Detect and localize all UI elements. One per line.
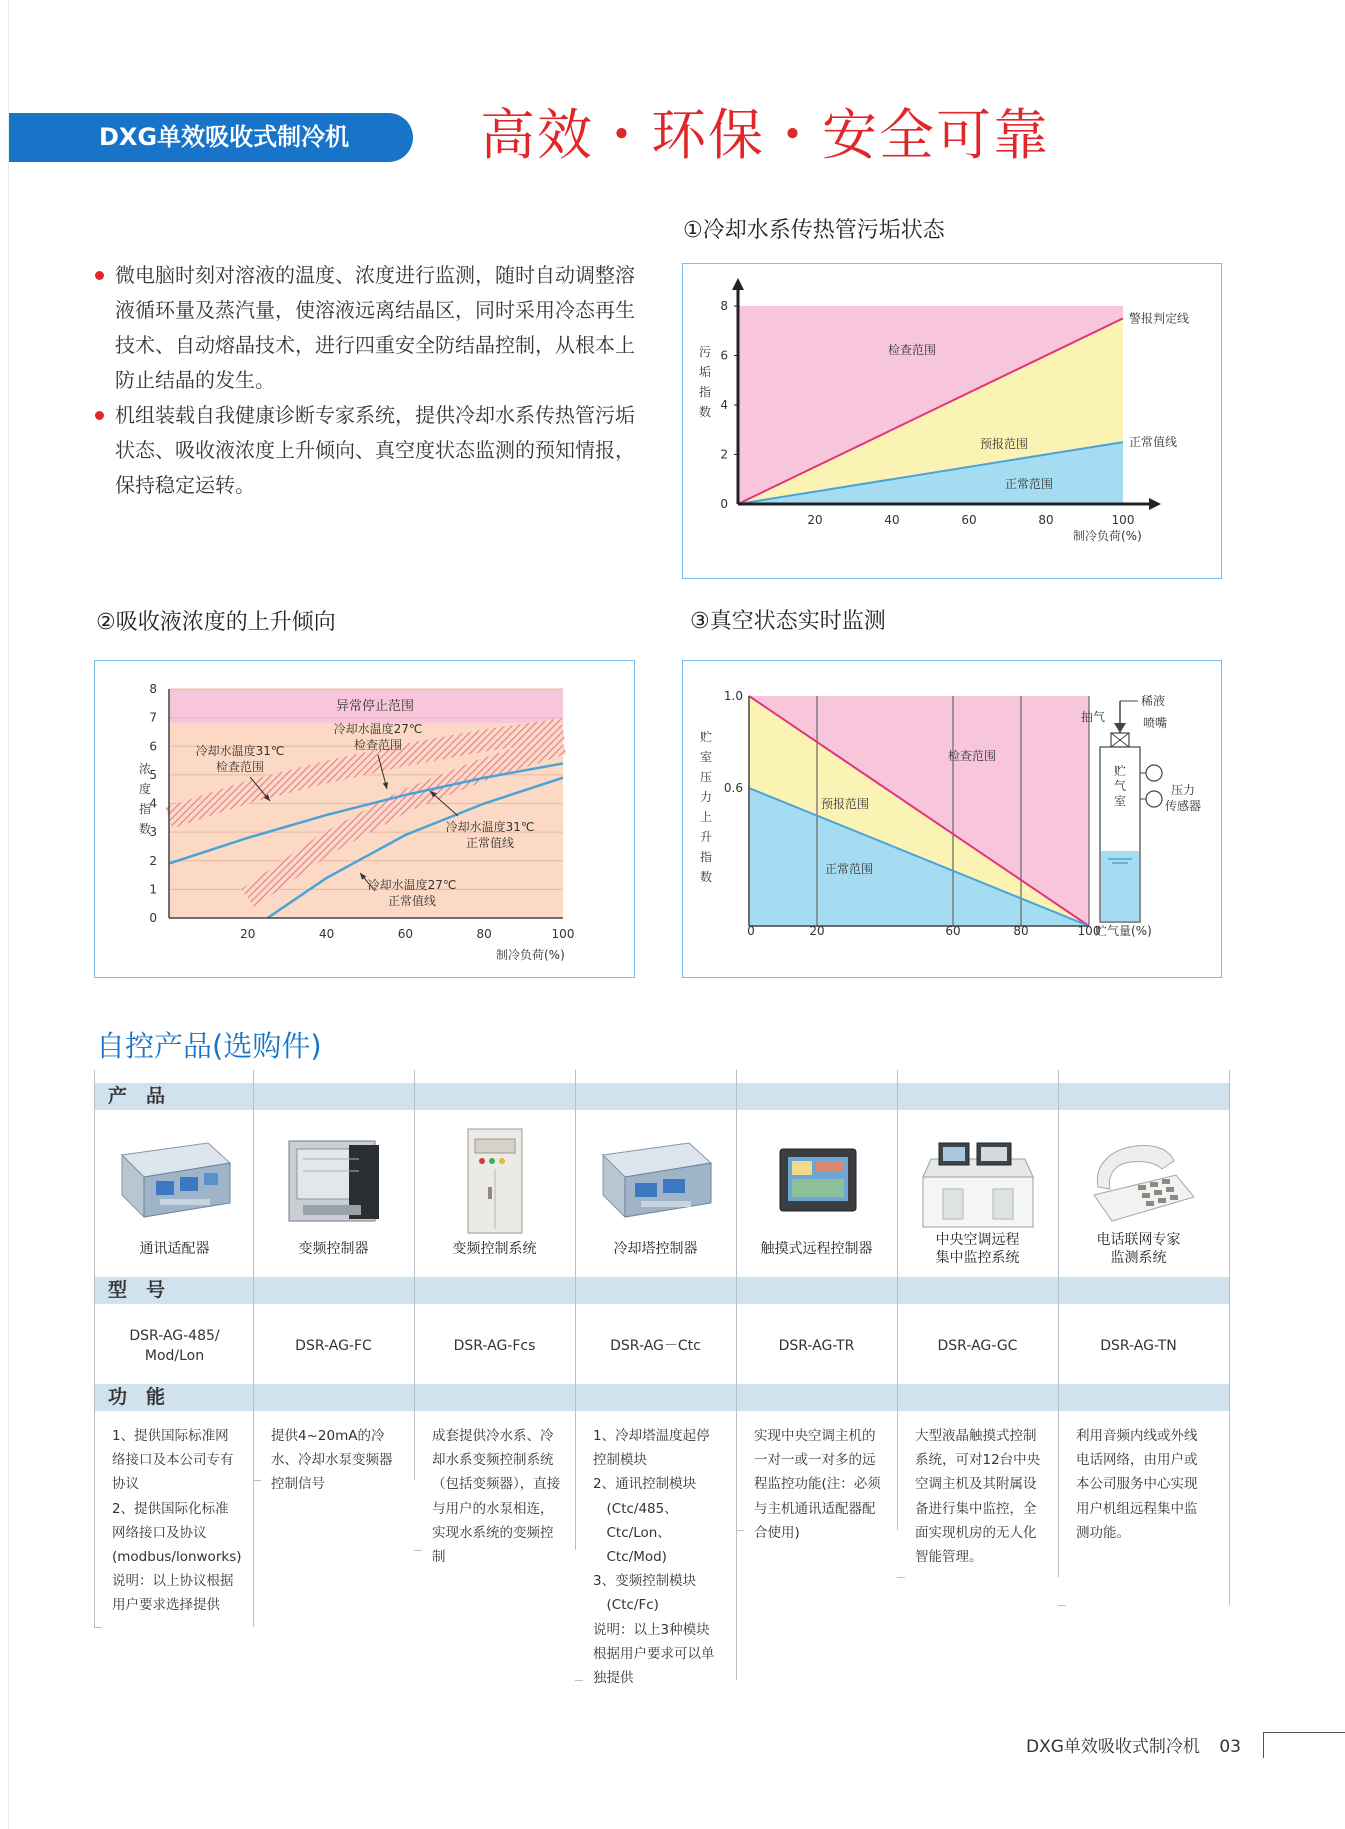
product-name-line: 集中监控系统 [935, 1250, 1020, 1266]
column-divider [575, 1070, 576, 1550]
y-axis-label-char: 贮 [699, 730, 713, 744]
chart-vacuum-svg [683, 661, 1223, 979]
product-model [253, 1336, 414, 1356]
diagram-label-sensor: 压力 [1170, 783, 1196, 797]
region-label-normal: 正常范围 [825, 862, 874, 876]
y-axis-label-char: 指 [138, 802, 152, 816]
diagram-label-suction: 抽气 [1081, 710, 1106, 724]
y-axis-label-char: 数 [699, 870, 713, 884]
footer-rule [1263, 1732, 1345, 1733]
product-function: 成套提供冷水系、冷却水系变频控制系统（包括变频器），直接与用户的水泵相连，实现水系统的变频控制 [432, 1428, 561, 1566]
region-label-inspection: 检查范围 [888, 343, 937, 357]
pressure-gauge-icon [1146, 765, 1162, 781]
x-tick-label: 80 [1013, 924, 1029, 938]
product-name-line: 通讯适配器 [139, 1241, 210, 1257]
section-title: 自控产品(选购件) [96, 1029, 322, 1063]
product-model-line: DSR-AG－Ctc [610, 1338, 701, 1354]
y-axis-label-char: 上 [699, 810, 713, 824]
row-label-model: 型 号 [94, 1277, 1229, 1304]
product-name-line: 电话联网专家 [1096, 1232, 1181, 1248]
diagram-label-nozzle: 喷嘴 [1143, 716, 1168, 730]
x-tick-label: 80 [1038, 513, 1054, 527]
column-divider [414, 1070, 415, 1480]
series-label-normal-31: 冷却水温度31℃ [445, 820, 535, 834]
chart-vacuum [682, 660, 1222, 978]
product-model [414, 1336, 575, 1356]
bullet-dot-icon [95, 271, 104, 280]
region-label-forecast: 预报范围 [821, 797, 870, 811]
y-tick-label: 2 [720, 447, 728, 462]
y-tick-label: 0 [149, 911, 157, 925]
footer [1026, 1736, 1241, 1758]
y-axis-label-char: 指 [699, 850, 713, 864]
y-axis-label-char: 浓 [138, 762, 152, 776]
column-end-mark [897, 1577, 905, 1578]
diagram-label-chamber-char: 气 [1113, 779, 1127, 793]
y-axis-label-char: 垢 [698, 365, 712, 379]
row-label-function: 功 能 [94, 1384, 1229, 1411]
diagram-label-chamber-char: 贮 [1113, 764, 1127, 778]
control-cabinet-icon [420, 1125, 570, 1235]
y-tick-label: 4 [720, 398, 728, 412]
y-axis-label-char: 度 [138, 782, 152, 796]
y-tick-label: 3 [149, 825, 157, 840]
diagram-label-chamber-char: 室 [1113, 794, 1127, 808]
series-label-normal-31: 正常值线 [465, 836, 515, 850]
y-axis-label-char: 指 [698, 385, 712, 399]
product-name [414, 1240, 575, 1258]
y-axis-label-char: 升 [699, 830, 713, 844]
diagram-label-feed: 稀液 [1141, 694, 1166, 708]
y-axis-label-char: 室 [699, 750, 713, 764]
column-end-mark [575, 1680, 583, 1681]
region-label-forecast: 预报范围 [980, 437, 1029, 451]
product-function: 利用音频内线或外线电话网络，由用户或本公司服务中心实现用户机组远程集中监测功能。 [1076, 1428, 1198, 1541]
column-end-mark [253, 1480, 261, 1481]
column-end-mark [94, 1627, 102, 1628]
footer-rule-tick [1263, 1732, 1264, 1758]
product-name-line: 中央空调远程 [935, 1232, 1020, 1248]
x-tick-label: 20 [809, 924, 825, 938]
region-label-inspection: 检查范围 [948, 749, 997, 763]
feature-list [90, 258, 650, 503]
product-name-line: 变频控制器 [298, 1241, 369, 1257]
y-tick-label: 1.0 [723, 689, 743, 703]
x-tick-label: 60 [961, 513, 977, 527]
x-tick-label: 40 [318, 927, 335, 941]
y-axis-label-char: 数 [138, 822, 152, 836]
x-tick-label: 100 [551, 927, 575, 941]
x-tick-label: 100 [1111, 513, 1135, 527]
column-divider [1229, 1070, 1230, 1605]
product-name [1058, 1231, 1219, 1267]
feature-text: 微电脑时刻对溶液的温度、浓度进行监测，随时自动调整溶液循环量及蒸汽量，使溶液远离结晶区，同时采用冷态再生技术、自动熔晶技术，进行四重安全防结晶控制，从根本上防止结晶的发生。 [115, 263, 635, 392]
y-axis-label-char: 压 [699, 770, 713, 784]
x-axis-label: 制冷负荷(%) [496, 948, 565, 962]
product-name-line: 变频控制系统 [452, 1241, 537, 1257]
feed-arrow-icon [1114, 723, 1126, 733]
y-tick-label: 7 [149, 710, 157, 725]
telephone-icon [1064, 1125, 1214, 1235]
product-name [575, 1240, 736, 1258]
y-tick-label: 8 [720, 299, 728, 313]
chart-title-fouling: ①冷却水系传热管污垢状态 [683, 218, 945, 243]
product-name-line: 冷却塔控制器 [613, 1241, 698, 1257]
footer-text: DXG单效吸收式制冷机 [1026, 1737, 1200, 1757]
bullet-dot-icon [95, 411, 104, 420]
pressure-gauge-icon [1146, 791, 1162, 807]
chart-title-vacuum: ③真空状态实时监测 [690, 609, 886, 634]
product-model-line: Mod/Lon [144, 1348, 205, 1364]
product-function: 实现中央空调主机的一对一或一对多的远程监控功能(注：必须与主机通讯适配器配合使用) [754, 1428, 881, 1541]
product-function: 大型液晶触摸式控制系统，可对12台中央空调主机及其附属设备进行集中监控，全面实现机房的无人化智能管理。 [915, 1428, 1041, 1566]
x-tick-label: 40 [884, 513, 900, 527]
tank-liquid [1101, 851, 1139, 921]
product-function: 1、提供国际标准网络接口及本公司专有协议 2、提供国际化标准网络接口及协议(modbus/lonworks) 说明：以上协议根据用户要求选择提供 [112, 1428, 242, 1614]
y-axis-label-char: 污 [698, 345, 712, 359]
cooling-tower-controller-icon [581, 1125, 731, 1235]
column-end-mark [736, 1530, 744, 1531]
product-tag: DXG单效吸收式制冷机 [9, 113, 413, 162]
x-axis-label: 贮气量(%) [1095, 924, 1152, 938]
inverter-cabinet-icon [259, 1125, 409, 1235]
y-tick-label: 5 [149, 767, 157, 782]
chart-title-concentration: ②吸收液浓度的上升倾向 [96, 610, 336, 635]
region-label-normal: 正常范围 [1005, 477, 1054, 491]
y-tick-label: 0 [720, 497, 728, 511]
product-name-line: 触摸式远程控制器 [760, 1241, 873, 1257]
product-model-line: DSR-AG-TN [1100, 1338, 1177, 1354]
y-tick-label: 4 [149, 796, 157, 811]
row-label-product: 产 品 [94, 1083, 1229, 1110]
column-end-mark [414, 1550, 422, 1551]
product-model-line: DSR-AG-485/ [129, 1328, 220, 1344]
feature-text: 机组装载自我健康诊断专家系统，提供冷却水系传热管污垢状态、吸收液浓度上升倾向、真空度状态监测的预知情报，保持稳定运转。 [115, 403, 635, 497]
x-tick-label: 100 [1077, 924, 1101, 938]
y-tick-label: 1 [149, 882, 157, 897]
y-axis-arrow-icon [732, 278, 744, 290]
y-tick-label: 2 [149, 853, 157, 868]
x-tick-label: 20 [240, 927, 256, 941]
series-label-check-27: 检查范围 [353, 738, 403, 752]
series-label-check-31: 检查范围 [215, 760, 265, 774]
series-label-normal-27: 正常值线 [387, 894, 437, 908]
chart-concentration [94, 660, 635, 978]
product-model [897, 1336, 1058, 1356]
page-edge-line [8, 0, 9, 1829]
product-model [94, 1326, 255, 1366]
y-tick-label: 8 [149, 682, 157, 696]
product-name [897, 1231, 1058, 1267]
series-label-alarm: 警报判定线 [1129, 311, 1190, 326]
product-name [736, 1240, 897, 1258]
touch-panel-icon [742, 1125, 892, 1235]
y-tick-label: 6 [149, 739, 157, 754]
product-name-line: 监测系统 [1110, 1250, 1167, 1266]
page-slogan: 高效・环保・安全可靠 [480, 103, 1051, 167]
column-divider [897, 1070, 898, 1530]
x-axis-label: 制冷负荷(%) [1073, 529, 1142, 543]
y-tick-label: 6 [720, 348, 728, 363]
product-function: 提供4~20mA的冷水、冷却水泵变频器控制信号 [271, 1428, 393, 1493]
product-name [253, 1240, 414, 1258]
x-tick-label: 0 [747, 924, 755, 938]
product-model-line: DSR-AG-Fcs [453, 1338, 536, 1354]
column-divider [1058, 1070, 1059, 1577]
series-label-normal-27: 冷却水温度27℃ [367, 878, 457, 892]
feature-item [90, 258, 650, 398]
product-model [1058, 1336, 1219, 1356]
x-tick-label: 60 [397, 927, 414, 941]
chart-fouling [682, 263, 1222, 579]
page-number: 03 [1219, 1737, 1241, 1757]
y-tick-label: 0.6 [723, 781, 743, 795]
series-label-check-31: 冷却水温度31℃ [195, 744, 285, 758]
y-axis-label-char: 力 [699, 790, 713, 804]
product-model [736, 1336, 897, 1356]
product-model-line: DSR-AG-TR [778, 1338, 855, 1354]
region-label-abnormal: 异常停止范围 [335, 699, 415, 715]
product-model-line: DSR-AG-GC [937, 1338, 1018, 1354]
x-axis-arrow-icon [1149, 498, 1161, 510]
product-model [575, 1336, 736, 1356]
x-tick-label: 80 [476, 927, 492, 941]
feature-item [90, 398, 650, 503]
x-tick-label: 60 [945, 924, 961, 938]
x-tick-label: 20 [807, 513, 823, 527]
product-function: 1、冷却塔温度起停控制模块 2、通讯控制模块 (Ctc/485、 Ctc/Lon、 Ctc/Mod) 3、变频控制模块 (Ctc/Fc) 说明：以上3种模块根据用户要求可以单独提供 [593, 1428, 715, 1687]
chart-concentration-svg [95, 661, 636, 979]
product-model-line: DSR-AG-FC [295, 1338, 372, 1354]
y-axis-label-char: 数 [698, 405, 712, 419]
product-name [94, 1240, 255, 1258]
series-label-normal: 正常值线 [1129, 435, 1178, 450]
diagram-label-sensor: 传感器 [1164, 799, 1202, 813]
chart-fouling-svg [683, 264, 1223, 580]
console-desk-icon [903, 1125, 1053, 1235]
column-divider [736, 1070, 737, 1680]
column-end-mark [1058, 1605, 1066, 1606]
adapter-box-icon [100, 1125, 250, 1235]
series-label-check-27: 冷却水温度27℃ [333, 722, 423, 736]
